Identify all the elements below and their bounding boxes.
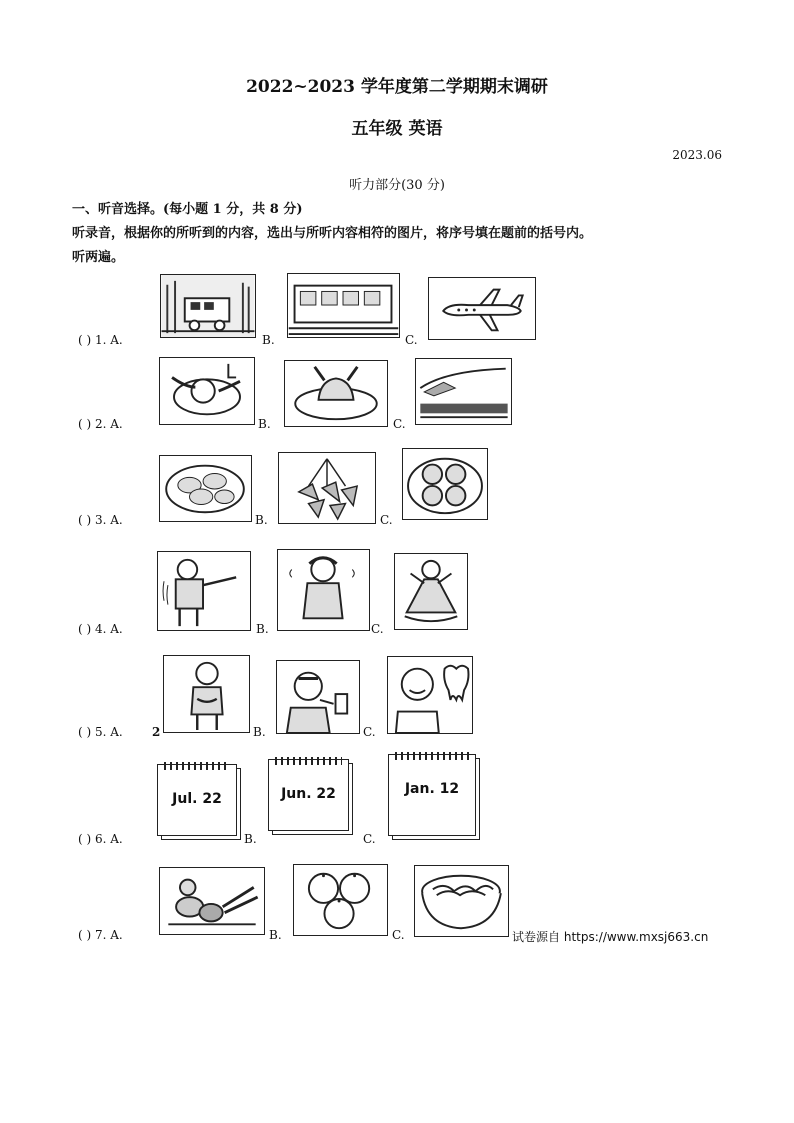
question-7-option-b: B. <box>269 928 282 942</box>
calendar-jul-22 <box>157 764 237 836</box>
calendar-jun-22 <box>268 759 349 831</box>
question-4-label: ( ) 4. A. <box>78 622 123 636</box>
boy-cold-icon <box>157 551 251 631</box>
dumplings-plate-icon <box>159 455 252 522</box>
source-label <box>512 928 708 945</box>
airplane-icon <box>428 277 536 340</box>
question-4-option-c: C. <box>371 622 384 636</box>
question-2-option-c: C. <box>393 417 406 431</box>
calendar-rings-icon <box>164 762 230 770</box>
question-1-label: ( ) 1. A. <box>78 333 123 347</box>
dentist-tooth-icon <box>387 656 473 734</box>
question-5-option-b: B. <box>253 725 266 739</box>
instruction-line-2: 听两遍。 <box>72 250 125 265</box>
question-1-option-c: C. <box>405 333 418 347</box>
question-1-option-b: B. <box>262 333 275 347</box>
question-3-label: ( ) 3. A. <box>78 513 123 527</box>
question-5-option-c: C. <box>363 725 376 739</box>
high-speed-train-icon <box>415 358 512 425</box>
part1-heading: 一、听音选择。(每小题 1 分，共 8 分) <box>72 202 303 217</box>
oranges-icon <box>293 864 388 936</box>
question-3-option-b: B. <box>255 513 268 527</box>
question-5-label: ( ) 5. A. <box>78 725 123 739</box>
boy-stomachache-icon <box>163 655 250 733</box>
source-text: 试卷源自 <box>512 930 561 944</box>
source-url[interactable]: https://www.mxsj663.cn <box>563 930 709 944</box>
question-4-option-b: B. <box>256 622 269 636</box>
question-5-mark: 2 <box>152 725 161 739</box>
subway-train-icon <box>287 273 400 338</box>
question-6-label: ( ) 6. A. <box>78 832 123 846</box>
page-subtitle: 五年级 英语 <box>351 119 443 139</box>
noodles-bowl-icon <box>414 865 509 937</box>
boy-medicine-icon <box>276 660 360 734</box>
page-title: 2022~2023 学年度第二学期期末调研 <box>246 77 548 97</box>
calendar-date-a: Jul. 22 <box>172 791 222 807</box>
calendar-date-b: Jun. 22 <box>281 786 336 802</box>
question-6-option-b: B. <box>244 832 257 846</box>
calendar-jan-12 <box>388 754 476 836</box>
calendar-rings-icon <box>275 757 342 765</box>
girl-hot-icon <box>277 549 370 631</box>
instruction-line-1: 听录音，根据你的所听到的内容，选出与所听内容相符的图片，将序号填在题前的括号内。 <box>72 226 593 241</box>
calendar-date-c: Jan. 12 <box>404 781 460 797</box>
question-2-option-b: B. <box>258 417 271 431</box>
zongzi-icon <box>278 452 376 524</box>
question-7-label: ( ) 7. A. <box>78 928 123 942</box>
calendar-rings-icon <box>395 752 469 760</box>
exam-date: 2023.06 <box>672 148 722 162</box>
steam-train-icon <box>160 274 256 338</box>
girl-dancing-icon <box>394 553 468 630</box>
question-7-option-c: C. <box>392 928 405 942</box>
vegetables-icon <box>159 867 265 935</box>
mooncakes-icon <box>402 448 488 520</box>
washing-dishes-icon <box>159 357 255 425</box>
question-6-option-c: C. <box>363 832 376 846</box>
section-heading: 听力部分(30 分) <box>349 178 445 193</box>
question-2-label: ( ) 2. A. <box>78 417 123 431</box>
roast-chicken-icon <box>284 360 388 427</box>
question-3-option-c: C. <box>380 513 393 527</box>
